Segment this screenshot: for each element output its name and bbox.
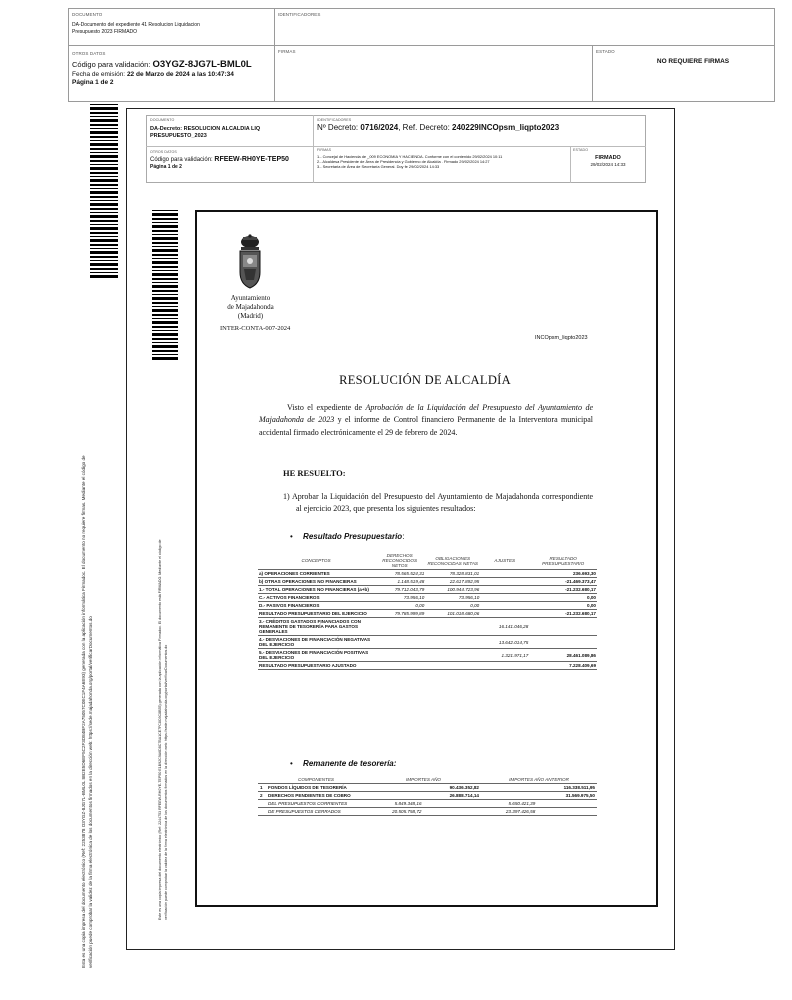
inner-decreto-value: 0716/2024 [360,123,399,132]
barcode-bar [90,200,118,201]
resultado-row [258,649,597,662]
resultado-header-ajustes: AJUSTES [494,558,516,563]
org-name-line-3: (Madrid) [237,312,264,320]
barcode-bar [90,143,118,146]
remanente-header-importes-anterior: IMPORTES AÑO ANTERIOR [509,777,569,782]
ref-right: INCOpsm_liqpto2023 [535,335,588,341]
barcode-bar [90,244,118,246]
remanente-row [258,808,597,816]
outer-fecha-line [72,71,272,78]
resultado-cell-a: 13.642.014,75 [480,636,529,649]
remanente-cell-b1 [481,792,537,800]
barcode-bar [90,152,118,153]
inner-header-vdivider-1 [313,115,314,183]
outer-fecha-value: 22 de Marzo de 2024 a las 10:47:34 [126,71,234,78]
resultado-cell-r: 7.228.409,69 [529,662,597,670]
resultado-cell-d: 1.148.519,48 [374,578,425,586]
barcode-bar [90,104,118,105]
resultado-cell-c: D.- PASIVOS FINANCIEROS [258,602,374,610]
remanente-cell-c: FONDOS LÍQUIDOS DE TESORERÍA [266,784,366,792]
resultado-cell-c: 5.- DESVIACIONES DE FINANCIACIÓN POSITIVAS DEL EJERCICIO [258,649,374,662]
inner-identificadores-cell [317,118,637,132]
outer-header-vdivider-1 [274,8,275,102]
barcode-bar [90,215,118,218]
section-1-suffix: : [402,532,405,541]
remanente-cell-b1 [481,784,537,792]
barcode-bar [90,172,118,174]
inner-codigo-value: RFEEW-RH0YE-TEP50 [214,156,289,163]
barcode-bar [90,236,118,237]
resultado-row [258,578,597,586]
remanente-cell-b1: 5.650.421,39 [481,800,537,808]
remanente-cell-a2: 90.436.352,82 [424,784,482,792]
resultado-cell-a [480,578,529,586]
outer-firmas-label: FIRMAS [278,49,296,54]
resultado-cell-d: 79.785.999,89 [374,610,425,618]
barcode-bar [90,140,118,141]
resultado-header-conceptos: CONCEPTOS [301,558,331,563]
resultado-row [258,662,597,670]
resultado-cell-r: -21.232.680,17 [529,610,597,618]
resultado-cell-a: 1.321.971,17 [480,649,529,662]
resultado-row [258,602,597,610]
remanente-row [258,800,597,808]
resultado-cell-r: -21.469.373,47 [529,578,597,586]
resultado-cell-a [480,662,529,670]
resultado-cell-a [480,602,529,610]
resultado-row [258,636,597,649]
barcode-bar [90,107,118,110]
resultado-cell-d [374,618,425,636]
visto-text-2: y el informe de Control financiero Permanente de la Interventora municipal accidental firmado electrónicamente el 29 de febrero de 2024. [259,415,593,437]
outer-fecha-prefix: Fecha de emisión: [72,71,126,78]
barcode-bar [90,203,118,206]
outer-identificadores-cell [278,12,321,17]
inner-decreto-prefix: Nº Decreto: [317,123,359,132]
visto-italic: Aprobación de la Liquidación del Presupuesto del Ayuntamiento de Majadahonda de 2023 [259,403,593,425]
outer-side-text [80,455,94,968]
resultado-cell-o [425,618,480,636]
inner-firmas-list [317,154,567,169]
resultado-cell-o: 73.956,10 [425,594,480,602]
resultado-row [258,610,597,618]
barcode-bar [90,112,118,114]
inner-estado-cell [573,148,643,167]
remanente-cell-b2 [537,800,597,808]
resultado-header-derechos: DERECHOS RECONOCIDOS NETOS [382,553,418,568]
outer-otros-datos-label: OTROS DATOS [72,51,106,56]
resultado-cell-o [425,649,480,662]
resultado-cell-d [374,649,425,662]
outer-firmas-cell [278,49,296,54]
resultado-cell-c: a) OPERACIONES CORRIENTES [258,570,374,578]
remanente-cell-a1: 5.849.348,16 [366,800,424,808]
resultado-cell-o: 101.018.680,06 [425,610,480,618]
org-name-line-1: Ayuntamiento [230,294,271,302]
resultado-cell-d: 79.712.043,79 [374,586,425,594]
barcode-bar [90,208,118,210]
remanente-cell-b1: 23.397.426,58 [481,808,537,816]
barcode-bar [90,275,118,278]
barcode-bar [90,179,118,182]
item-1: 1) Aprobar la Liquidación del Presupuesto del Ayuntamiento de Majadahonda correspondiente al ejercicio 2023, que presenta los siguientes resultados: [283,492,593,513]
barcode-bar [90,164,118,165]
remanente-header-importes: IMPORTES AÑO [406,777,441,782]
outer-estado-cell [596,49,772,65]
outer-codigo-prefix: Código para validación: [72,60,151,69]
remanente-cell-a2: 26.888.714,14 [424,792,482,800]
inner-pagina: Página 1 de 2 [150,164,182,170]
resultado-header-obligaciones: OBLIGACIONES RECONOCIDAS NETAS [427,555,478,566]
resultado-cell-d: 73.956,10 [374,594,425,602]
resultado-cell-c: RESULTADO PRESUPUESTARIO DEL EJERCICIO [258,610,374,618]
outer-codigo-line [72,59,272,70]
outer-otros-datos-cell [72,51,272,86]
resultado-cell-a [480,570,529,578]
barcode-bar [90,260,118,261]
resultado-cell-d [374,636,425,649]
barcode-bar [90,116,118,117]
resultado-row [258,594,597,602]
barcode-bar [90,131,118,134]
barcode-bar [90,220,118,222]
inner-header-vdivider-2 [570,146,571,183]
resultado-cell-o: 22.617.892,95 [425,578,480,586]
inner-firma-3: 3.- Secretaria de Área de Secretaría General. Doy fe 29/02/2024 14:33 [317,164,440,169]
barcode-bar [90,251,118,254]
remanente-cell-c: DE PRESUPUESTOS CERRADOS [266,808,366,816]
section-1-title: Resultado Presupuestario [303,532,403,541]
outer-side-text-line-1: Esta es una copia impresa del documento electrónico (Ref: 2253878 O3YGZ-8JG7L-BML0L 8B2E5D6EF5C2F3D84BF2A75057C0EC1F4A6E93) generada con la aplicación informática Firmadoc. El documento no requiere firmas. Mediante el código de [81,455,86,968]
inner-documento-cell [150,118,310,139]
he-resuelto: HE RESUELTO: [283,468,346,478]
inner-identificadores-label: IDENTIFICADORES [317,118,352,122]
inner-decreto-line [317,123,637,132]
resultado-cell-d [374,662,425,670]
barcode-bar [90,224,118,225]
resultado-cell-o: 100.944.723,96 [425,586,480,594]
resultado-cell-d: 78.565.524,31 [374,570,425,578]
inner-firma-2: 2.- Alcaldesa Presidente de Área de Presidencia y Gobierno de Alcaldía . Firmado 29/02/2024 14:27 [317,159,490,164]
resultado-cell-a [480,586,529,594]
remanente-row [258,784,597,792]
remanente-cell-c: DEL PRESUPUESTOS CORRIENTES [266,800,366,808]
visto-paragraph [259,402,593,439]
outer-documento-label: DOCUMENTO [72,12,103,17]
resultado-cell-r: 0,00 [529,602,597,610]
resultado-cell-c: RESULTADO PRESUPUESTARIO AJUSTADO [258,662,374,670]
outer-header-divider [68,45,775,46]
resultado-cell-o [425,636,480,649]
inner-header-divider [146,146,646,147]
barcode-bar [90,239,118,242]
resultado-cell-r: 28.461.089,86 [529,649,597,662]
bullet-1: • [290,532,293,541]
barcode-bar [90,167,118,170]
remanente-cell-b2: 116.338.511,95 [537,784,597,792]
inner-estado-label: ESTADO [573,148,589,152]
visto-text-1: Visto el expediente de [287,403,363,412]
bullet-2: • [290,759,293,768]
remanente-cell-b2: 31.569.975,50 [537,792,597,800]
resultado-cell-c: 4.- DESVIACIONES DE FINANCIACIÓN NEGATIVAS DEL EJERCICIO [258,636,374,649]
resultado-cell-a [480,610,529,618]
remanente-cell-a1: 20.505.758,72 [366,808,424,816]
remanente-row [258,792,597,800]
resultado-row [258,586,597,594]
outer-barcode [90,104,118,280]
resultado-cell-c: C.- ACTIVOS FINANCIEROS [258,594,374,602]
resultado-row [258,618,597,636]
outer-header-vdivider-2 [592,45,593,102]
inner-codigo-line [150,156,310,163]
inner-firma-1: 1.- Concejal de Hacienda de _009 ECONOMIA Y HACIENDA. Conforme con el contenido 29/02/2024 10:11 [317,154,503,159]
barcode-bar [90,176,118,177]
barcode-bar [90,128,118,129]
barcode-bar [90,191,118,194]
inner-estado-date: 29/02/2024 14:33 [590,162,626,167]
inner-firmas-cell [317,148,567,169]
outer-documento-text: DA-Documento del expediente 41 Resolucion Liquidacion Presupuesto 2023 FIRMADO [72,22,200,35]
barcode-bar [90,263,118,266]
coat-of-arms-icon [234,234,266,292]
remanente-table [258,776,597,816]
barcode-bar [90,155,118,158]
inner-codigo-prefix: Código para validación: [150,157,213,163]
barcode-bar [90,136,118,138]
barcode-bar [90,248,118,249]
barcode-bar [90,227,118,230]
resultado-cell-r: 236.693,30 [529,570,597,578]
inner-ref-prefix: , Ref. Decreto: [398,123,450,132]
resultado-row [258,570,597,578]
org-name [213,294,288,321]
inner-firmas-label: FIRMAS [317,148,332,152]
remanente-cell-n [258,808,266,816]
barcode-bar [90,188,118,189]
inner-side-text-line-2: verificación puede comprobar la validez de la firma electrónica de los documentos firmados en la dirección web: https://sede.majadahonda.org/portal/verificarDocumentos.do [164,644,168,920]
resultado-cell-c: 1.- TOTAL OPERACIONES NO FINANCIERAS (a+b) [258,586,374,594]
barcode-bar [90,124,118,126]
outer-estado-value: NO REQUIERE FIRMAS [656,58,730,65]
inner-estado-value: FIRMADO [595,155,621,161]
resultado-table [258,552,597,670]
remanente-cell-n [258,800,266,808]
resultado-cell-o [425,662,480,670]
inner-documento-label: DOCUMENTO [150,118,175,122]
document-title: RESOLUCIÓN DE ALCALDÍA [339,373,511,387]
barcode-bar [90,148,118,150]
resultado-cell-a [480,594,529,602]
remanente-cell-a2 [424,808,482,816]
remanente-cell-b2 [537,808,597,816]
org-name-line-2: de Majadahonda [227,303,274,311]
barcode-bar [90,232,118,234]
remanente-cell-a1 [366,792,424,800]
resultado-cell-o: 0,00 [425,602,480,610]
resultado-cell-c: b) OTRAS OPERACIONES NO FINANCIERAS [258,578,374,586]
resultado-cell-r [529,618,597,636]
inner-side-text-line-1: Este es una copia impresa del documento electrónico (Ref: 2244753 RFEEW-RH0YE-TEP50 E1B92C9A6D8C7BA1CE7FC8C6C8B55) generada con la aplicación informática Firmadoc. El documento está FIRMADO. Mediante el código de [158,539,162,920]
outer-estado-label: ESTADO [596,49,615,54]
resultado-cell-c: 3.- CRÉDITOS GASTADOS FINANCIADOS CON REMANENTE DE TESORERÍA PARA GASTOS GENERALES [258,618,374,636]
outer-codigo-value: O3YGZ-8JG7L-BML0L [152,59,252,70]
barcode-bar [90,268,118,270]
barcode-bar [90,160,118,162]
barcode-bar [90,272,118,273]
resultado-cell-o: 78.328.831,01 [425,570,480,578]
resultado-header-row [258,552,597,570]
resultado-cell-a: 16.141.046,28 [480,618,529,636]
ref-code: INTER-CONTA-007-2024 [220,325,291,332]
barcode-bar [90,184,118,186]
inner-otros-datos-label: OTROS DATOS [150,150,177,154]
section-2-heading [290,759,396,768]
barcode-bar [90,212,118,213]
barcode-bar [90,256,118,258]
resultado-cell-d: 0,00 [374,602,425,610]
barcode-bar [90,119,118,122]
remanente-cell-a2 [424,800,482,808]
inner-documento-text: DA-Decreto: RESOLUCION ALCALDIA LIQ PRESUPUESTO_2023 [150,126,261,139]
resultado-cell-r: -21.232.680,17 [529,586,597,594]
inner-ref-value: 240229INCOpsm_liqpto2023 [452,123,560,132]
outer-documento-cell [72,12,272,35]
outer-pagina: Página 1 de 2 [72,79,114,86]
resultado-cell-r: 0,00 [529,594,597,602]
remanente-header-componentes: COMPONENTES [298,777,334,782]
remanente-cell-n: 1 [258,784,266,792]
resultado-header-resultado: RESULTADO PRESUPUESTARIO [542,555,585,566]
section-1-heading [290,532,404,541]
remanente-header-row [258,776,597,784]
section-2-title: Remanente de tesorería: [303,759,397,768]
remanente-cell-a1 [366,784,424,792]
outer-identificadores-label: IDENTIFICADORES [278,12,321,17]
resultado-cell-r [529,636,597,649]
inner-otros-datos-cell [150,150,310,170]
remanente-cell-c: DERECHOS PENDIENTES DE COBRO [266,792,366,800]
barcode-bar [90,196,118,198]
remanente-cell-n: 2 [258,792,266,800]
outer-side-text-line-2: verificación puede comprobar la validez de la firma electrónica de los documentos firmados en la dirección web: https://sede.majadahonda.org/portal/verificarDocumentos.do [88,616,93,968]
